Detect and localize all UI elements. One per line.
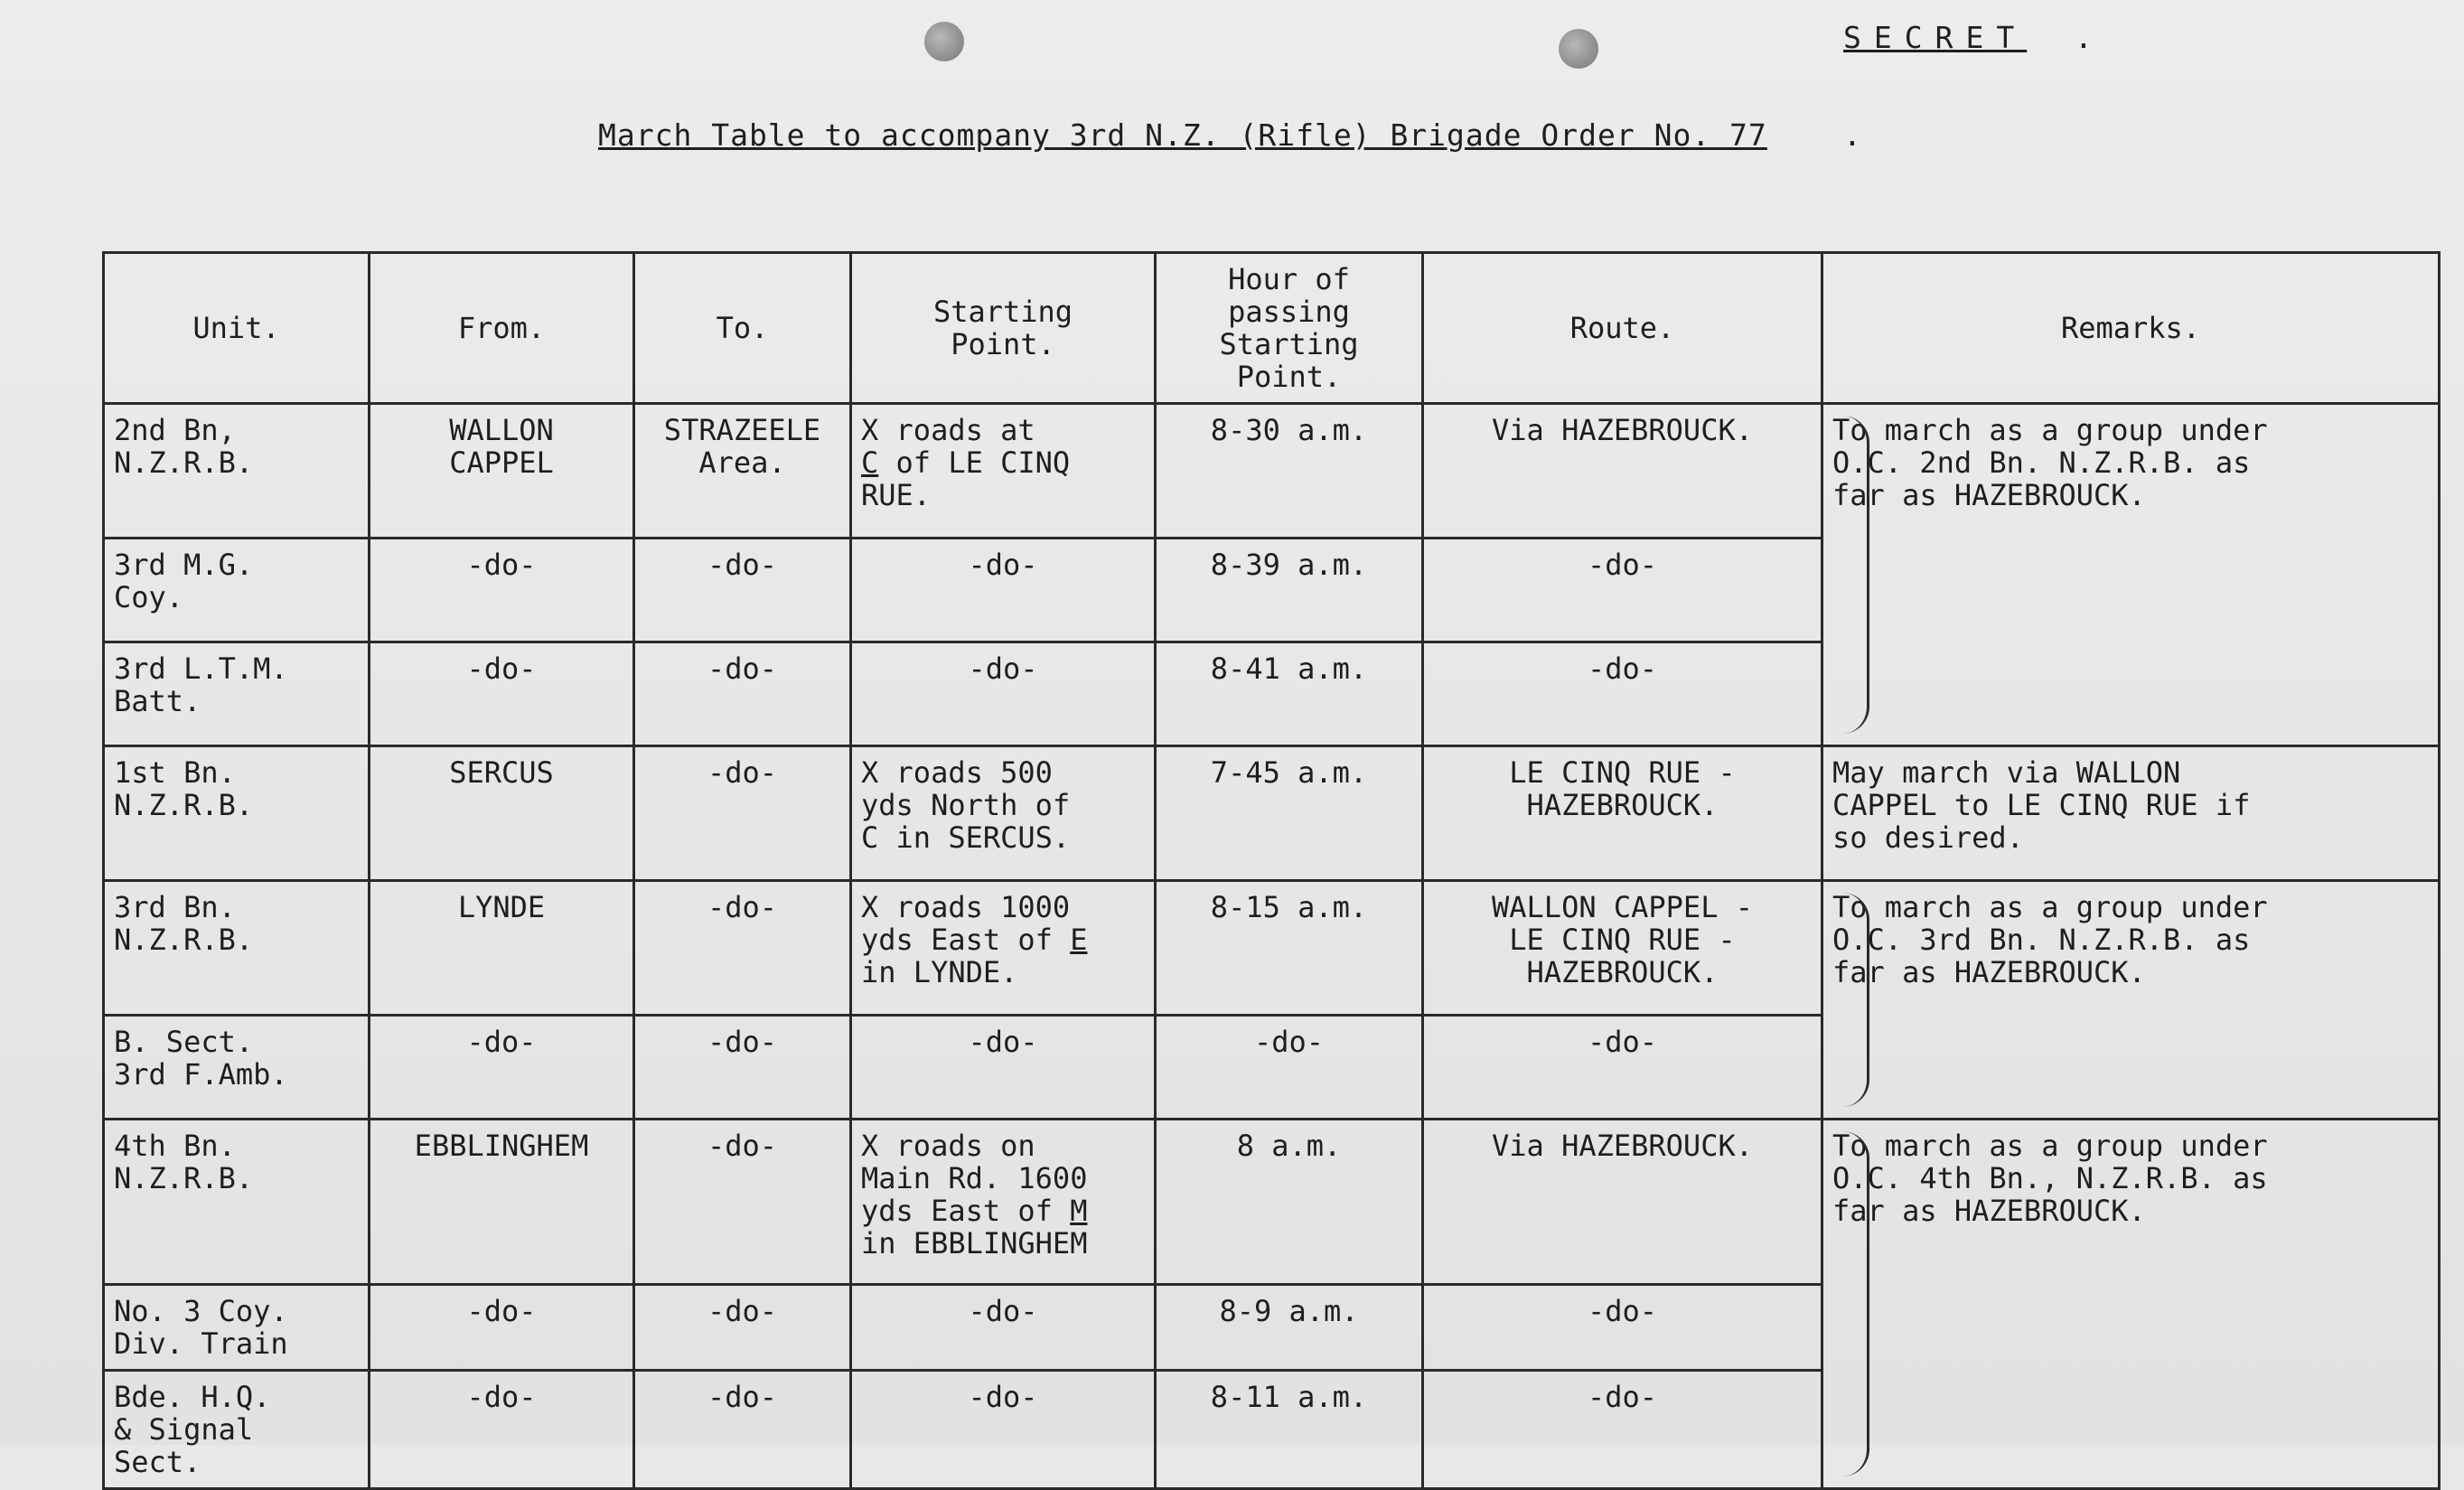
cell-from: LYNDE	[370, 881, 634, 1016]
starting-point-text: in LYNDE.	[861, 955, 1018, 989]
cell-remarks	[1822, 881, 2440, 1120]
cell-unit: B. Sect. 3rd F.Amb.	[104, 1016, 370, 1120]
cell-to: -do-	[634, 1371, 851, 1489]
cell-to: -do-	[634, 1120, 851, 1285]
cell-starting-point: -do-	[851, 1285, 1156, 1371]
cell-from: EBBLINGHEM	[370, 1120, 634, 1285]
cell-from: WALLON CAPPEL	[370, 404, 634, 539]
header-unit: Unit.	[104, 253, 370, 404]
cell-remarks: May march via WALLON CAPPEL to LE CINQ RUE if so desired.	[1822, 746, 2440, 881]
cell-unit: 1st Bn. N.Z.R.B.	[104, 746, 370, 881]
starting-point-underlined-letter: E	[1070, 923, 1088, 957]
cell-to: -do-	[634, 1016, 851, 1120]
table-header-row	[104, 253, 2440, 404]
starting-point-text: X roads 1000 yds East of	[861, 890, 1071, 957]
header-starting-point: Starting Point.	[851, 253, 1156, 404]
remarks-text: To march as a group under O.C. 2nd Bn. N.Z.R.B. as far as HAZEBROUCK.	[1832, 413, 2268, 512]
starting-point-underlined-letter: M	[1070, 1194, 1088, 1228]
starting-point-text: of LE CINQ RUE.	[861, 445, 1071, 512]
cell-starting-point	[851, 404, 1156, 539]
table-row	[104, 1120, 2440, 1285]
cell-from: -do-	[370, 642, 634, 746]
group-brace	[1840, 1131, 1869, 1476]
classification-period: .	[2075, 20, 2093, 55]
starting-point-text: X roads at	[861, 413, 1035, 447]
header-to: To.	[634, 253, 851, 404]
cell-remarks	[1822, 404, 2440, 746]
header-from: From.	[370, 253, 634, 404]
cell-to: -do-	[634, 746, 851, 881]
cell-from: -do-	[370, 1285, 634, 1371]
cell-unit: 3rd Bn. N.Z.R.B.	[104, 881, 370, 1016]
cell-route: Via HAZEBROUCK.	[1423, 404, 1822, 539]
cell-unit: Bde. H.Q. & Signal Sect.	[104, 1371, 370, 1489]
cell-hour: 7-45 a.m.	[1156, 746, 1423, 881]
header-hour: Hour of passing Starting Point.	[1156, 253, 1423, 404]
cell-from: -do-	[370, 539, 634, 642]
cell-route: -do-	[1423, 1016, 1822, 1120]
cell-unit: 4th Bn. N.Z.R.B.	[104, 1120, 370, 1285]
cell-route: Via HAZEBROUCK.	[1423, 1120, 1822, 1285]
cell-starting-point: -do-	[851, 1016, 1156, 1120]
cell-from: -do-	[370, 1016, 634, 1120]
cell-unit: 3rd M.G. Coy.	[104, 539, 370, 642]
header-remarks: Remarks.	[1822, 253, 2440, 404]
cell-starting-point	[851, 881, 1156, 1016]
cell-hour: 8-15 a.m.	[1156, 881, 1423, 1016]
cell-starting-point: -do-	[851, 1371, 1156, 1489]
cell-hour: 8 a.m.	[1156, 1120, 1423, 1285]
header-route: Route.	[1423, 253, 1822, 404]
punch-hole	[1559, 29, 1598, 69]
table-row	[104, 881, 2440, 1016]
cell-to: -do-	[634, 1285, 851, 1371]
cell-to: -do-	[634, 642, 851, 746]
cell-from: SERCUS	[370, 746, 634, 881]
march-table	[102, 251, 2441, 1490]
remarks-text: To march as a group under O.C. 4th Bn., N.Z.R.B. as far as HAZEBROUCK.	[1832, 1129, 2268, 1228]
cell-unit: No. 3 Coy. Div. Train	[104, 1285, 370, 1371]
cell-route: WALLON CAPPEL - LE CINQ RUE - HAZEBROUCK.	[1423, 881, 1822, 1016]
cell-to: -do-	[634, 539, 851, 642]
document-title: March Table to accompany 3rd N.Z. (Rifle) Brigade Order No. 77	[598, 117, 1767, 153]
cell-unit: 3rd L.T.M. Batt.	[104, 642, 370, 746]
cell-from: -do-	[370, 1371, 634, 1489]
cell-hour: -do-	[1156, 1016, 1423, 1120]
cell-hour: 8-41 a.m.	[1156, 642, 1423, 746]
table-row	[104, 404, 2440, 539]
starting-point-text: X roads on Main Rd. 1600 yds East of	[861, 1129, 1088, 1228]
remarks-text: To march as a group under O.C. 3rd Bn. N.Z.R.B. as far as HAZEBROUCK.	[1832, 890, 2268, 989]
cell-to: STRAZEELE Area.	[634, 404, 851, 539]
cell-unit: 2nd Bn, N.Z.R.B.	[104, 404, 370, 539]
cell-hour: 8-11 a.m.	[1156, 1371, 1423, 1489]
group-brace	[1840, 893, 1869, 1107]
cell-hour: 8-9 a.m.	[1156, 1285, 1423, 1371]
cell-route: -do-	[1423, 642, 1822, 746]
document-title-period: .	[1843, 117, 1861, 153]
cell-starting-point: X roads 500 yds North of C in SERCUS.	[851, 746, 1156, 881]
cell-starting-point	[851, 1120, 1156, 1285]
cell-remarks	[1822, 1120, 2440, 1489]
cell-starting-point: -do-	[851, 539, 1156, 642]
cell-route: -do-	[1423, 1285, 1822, 1371]
starting-point-underlined-letter: C	[861, 445, 879, 480]
punch-hole	[924, 22, 964, 61]
cell-hour: 8-39 a.m.	[1156, 539, 1423, 642]
cell-hour: 8-30 a.m.	[1156, 404, 1423, 539]
cell-starting-point: -do-	[851, 642, 1156, 746]
cell-route: -do-	[1423, 1371, 1822, 1489]
cell-route: LE CINQ RUE - HAZEBROUCK.	[1423, 746, 1822, 881]
classification-marking: SECRET	[1843, 20, 2028, 55]
table-row	[104, 746, 2440, 881]
starting-point-text: in EBBLINGHEM	[861, 1226, 1088, 1260]
cell-to: -do-	[634, 881, 851, 1016]
group-brace	[1840, 416, 1869, 734]
cell-route: -do-	[1423, 539, 1822, 642]
